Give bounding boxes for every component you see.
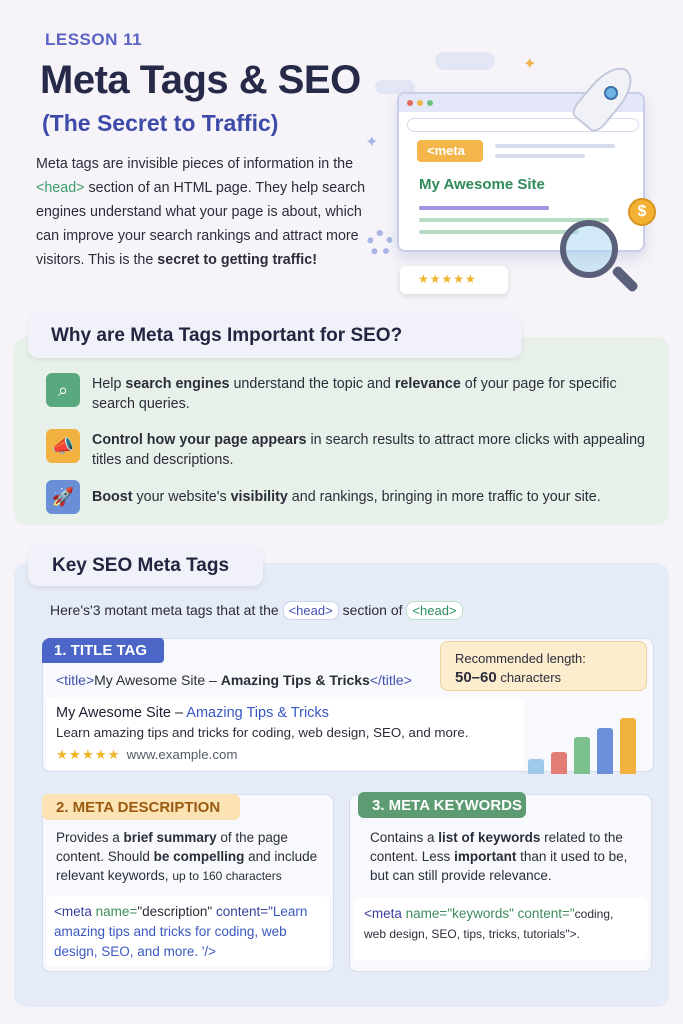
text-line xyxy=(419,206,549,210)
title-tag-label: 1. TITLE TAG xyxy=(42,638,164,663)
rocket-icon: 🚀 xyxy=(46,480,80,514)
growth-chart xyxy=(528,700,646,774)
meta-keywords-code: <meta name="keywords" content="coding, web design, SEO, tips, tricks, tutorials">. xyxy=(354,898,648,960)
close-dot-icon xyxy=(407,100,413,106)
meta-description-label: 2. META DESCRIPTION xyxy=(42,794,240,820)
growth-bar xyxy=(528,759,544,774)
lesson-label: LESSON 11 xyxy=(45,30,143,49)
text-line xyxy=(495,154,585,158)
meta-description-text: Provides a brief summary of the page content. Should be compelling and include relevant keywords, up to 160 characters xyxy=(56,830,318,883)
reason-text: Boost your website's visibility and rankings, bringing in more traffic to your site. xyxy=(92,489,601,505)
sparkle-icon: ✦ xyxy=(365,134,379,151)
sparkle-icon: ✦ xyxy=(523,56,537,73)
meta-keywords-label: 3. META KEYWORDS xyxy=(358,792,526,818)
rocket-window-icon xyxy=(604,86,618,100)
serp-description: Learn amazing tips and tricks for coding, web design, SEO, and more. xyxy=(56,725,469,740)
intro-paragraph xyxy=(36,152,376,272)
page-subtitle: (The Secret to Traffic) xyxy=(42,110,279,136)
key-tags-heading: Key SEO Meta Tags xyxy=(28,545,263,586)
intro-text-2: section of an HTML page. They help search engines understand what your page is about, which can improve your search rankings and attract more visitors. This is the xyxy=(36,180,366,268)
magnifier-icon xyxy=(560,220,618,278)
intro-head-tag: <head> xyxy=(36,180,85,196)
maximize-dot-icon xyxy=(427,100,433,106)
growth-bar xyxy=(597,728,613,774)
search-result-preview xyxy=(46,697,524,770)
search-icon: ⌕ xyxy=(46,373,80,407)
title-tag-code: <title>My Awesome Site – Amazing Tips & Tricks</title> xyxy=(56,672,412,688)
key-tags-intro: Here's'3 motant meta tags that at the <head> section of <head> xyxy=(50,601,463,620)
recommended-length-bubble: Recommended length: 50–60 characters xyxy=(440,641,647,691)
text-line xyxy=(419,230,579,234)
gear-icon xyxy=(367,230,393,256)
cloud-icon xyxy=(435,52,495,70)
illustration-site-name: My Awesome Site xyxy=(419,176,545,193)
seo-illustration xyxy=(355,40,675,310)
intro-text-1: Meta tags are invisible pieces of information in the xyxy=(36,156,354,172)
growth-bar xyxy=(574,737,590,774)
head-tag-pill: <head> xyxy=(283,601,339,620)
growth-bar xyxy=(620,718,636,774)
page-title: Meta Tags & SEO xyxy=(40,58,361,102)
head-tag-pill: <head> xyxy=(406,601,462,620)
minimize-dot-icon xyxy=(417,100,423,106)
text-line xyxy=(495,144,615,148)
growth-bar xyxy=(551,752,567,774)
intro-bold: secret to getting traffic! xyxy=(157,252,317,268)
meta-keywords-text: Contains a list of keywords related to the content. Less important than it used to be, but can still provide relevance. xyxy=(370,830,628,883)
serp-url: ★★★★★ www.example.com xyxy=(56,747,238,762)
star-rating-icon: ★★★★★ xyxy=(56,747,121,762)
rating-card: ★★★★★ xyxy=(400,266,508,294)
magnifier-handle-icon xyxy=(611,265,639,293)
meta-description-code: <meta name="description" content="Learn amazing tips and tricks for coding, web design, SEO, and more. '/> xyxy=(46,896,330,966)
reason-text: Help search engines understand the topic and relevance of your page for specific search queries. xyxy=(92,376,617,412)
meta-chip: <meta xyxy=(417,140,483,162)
megaphone-icon: 📣 xyxy=(46,429,80,463)
reason-text: Control how your page appears in search results to attract more clicks with appealing titles and descriptions. xyxy=(92,432,645,468)
serp-title: My Awesome Site – Amazing Tips & Tricks xyxy=(56,705,329,721)
why-heading: Why are Meta Tags Important for SEO? xyxy=(28,313,522,358)
dollar-coin-icon: $ xyxy=(628,198,656,226)
